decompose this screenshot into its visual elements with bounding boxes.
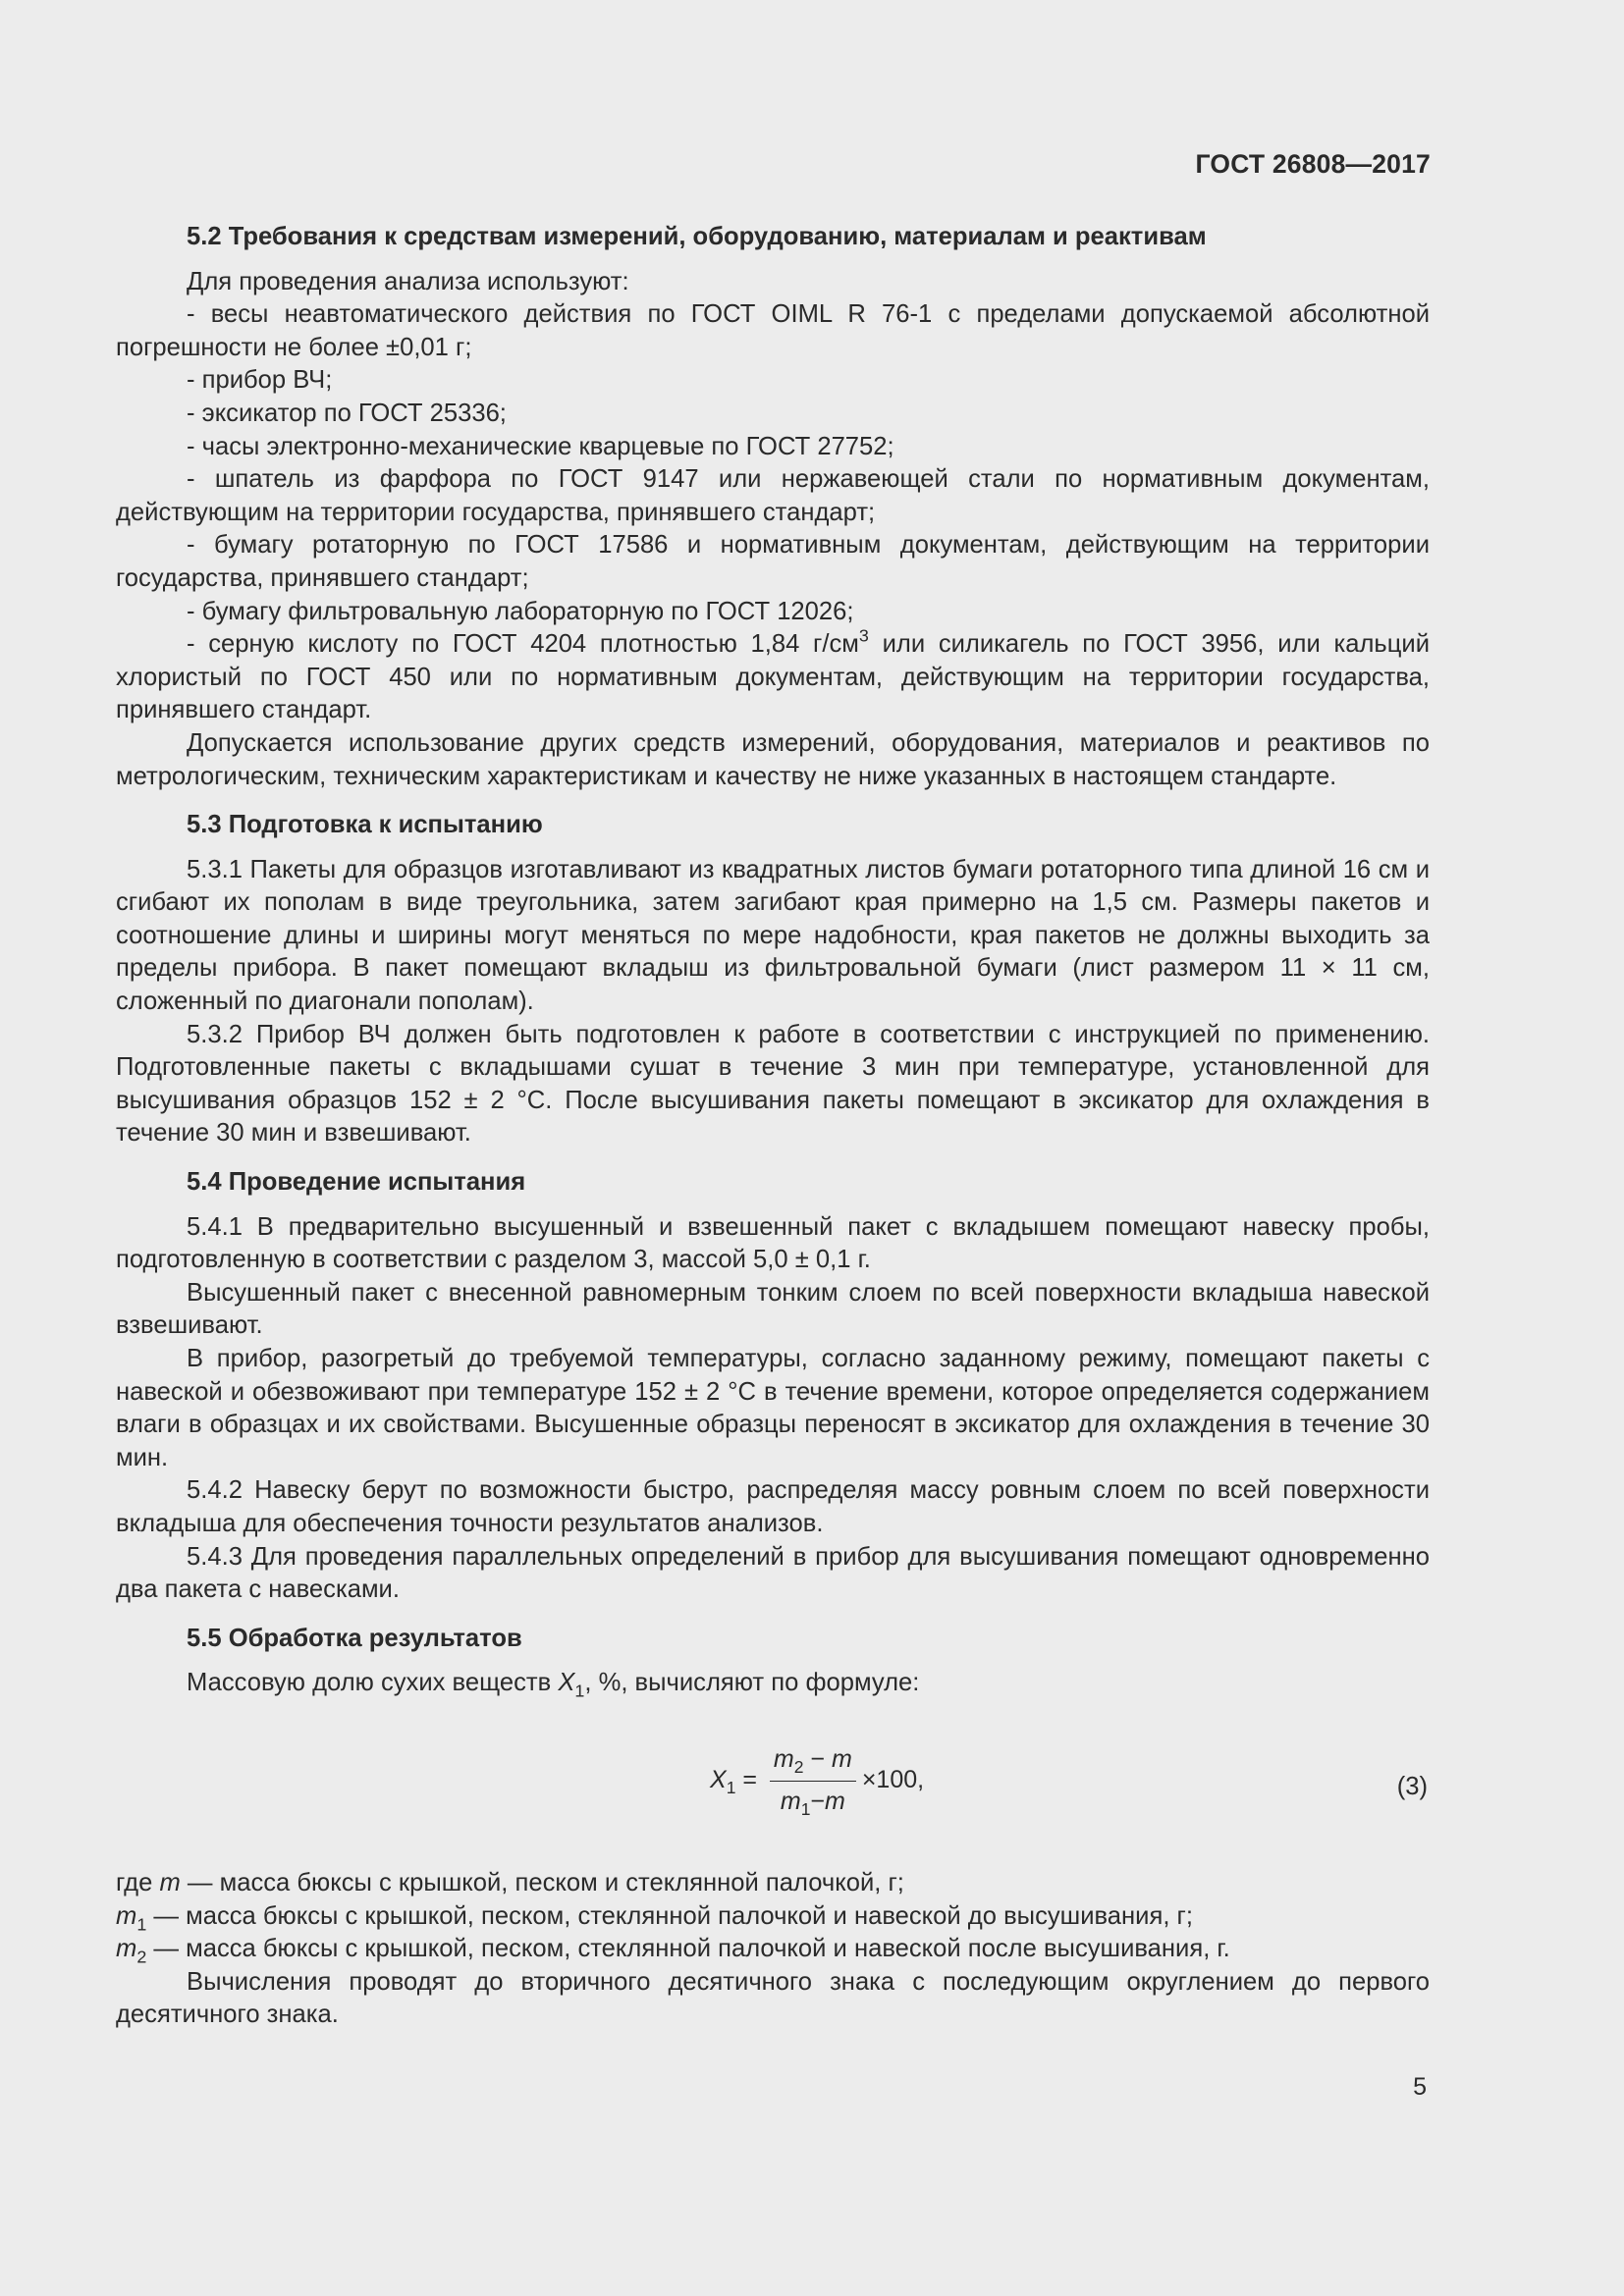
variable: X	[558, 1669, 575, 1697]
fraction-denominator	[777, 1782, 849, 1819]
variable: m	[116, 1901, 137, 1930]
text: Массовую долю сухих веществ	[187, 1669, 559, 1697]
list-item: - часы электронно-механические кварцевые по ГОСТ 27752;	[187, 432, 894, 460]
equals-sign: =	[735, 1766, 764, 1794]
variable-definition	[116, 1933, 1430, 1966]
variable: X	[710, 1766, 727, 1794]
formula-block	[116, 1743, 1430, 1857]
list-item-text: или силикагель по ГОСТ 3956, или кальций хлористый по ГОСТ 450 или по нормативным документам, действующим на территории государства, принявшего стандарт.	[116, 630, 1430, 724]
paragraph: 5.4.2 Навеску берут по возможности быстро, распределяя массу ровным слоем по всей поверхности вкладыша для обеспечения точности результатов анализов.	[116, 1476, 1430, 1537]
list-item: - шпатель из фарфора по ГОСТ 9147 или нержавеющей стали по нормативным документам, действующим на территории государства, принявшего стандарт;	[116, 465, 1430, 526]
formula	[710, 1743, 924, 1818]
list-item: - бумагу фильтровальную лабораторную по ГОСТ 12026;	[187, 597, 854, 625]
subscript: 2	[793, 1757, 804, 1778]
paragraph: Для проведения анализа используют:	[187, 267, 629, 295]
fraction-numerator	[770, 1743, 856, 1782]
section-title-5-4: 5.4 Проведение испытания	[187, 1168, 526, 1197]
text: , %, вычисляют по формуле:	[584, 1669, 920, 1697]
list-item-text: - серную кислоту по ГОСТ 4204 плотностью 1,84 г/см	[187, 630, 859, 659]
paragraph: Допускается использование других средств измерений, оборудования, материалов и реактивов по метрологическим, техническим характеристикам и качеству не ниже указанных в настоящем стандарте.	[116, 728, 1430, 790]
variable-definition	[116, 1867, 1430, 1900]
text: — масса бюксы с крышкой, песком, стеклянной палочкой и навеской до высушивания, г;	[146, 1901, 1193, 1930]
minus-sign: −	[810, 1787, 826, 1815]
subscript: 2	[136, 1947, 147, 1967]
subscript: 1	[136, 1913, 147, 1934]
text: — масса бюксы с крышкой, песком и стеклянной палочкой, г;	[180, 1868, 904, 1896]
text: — масса бюксы с крышкой, песком, стеклянной палочкой и навеской после высушивания, г.	[146, 1935, 1230, 1963]
fraction	[770, 1743, 856, 1818]
superscript: 3	[858, 625, 869, 646]
document-body	[116, 221, 1430, 2032]
variable: m	[116, 1935, 137, 1963]
document-header: ГОСТ 26808—2017	[1195, 149, 1431, 179]
list-item: - весы неавтоматического действия по ГОСТ OIML R 76-1 с пределами допускаемой абсолютной погрешности не более ±0,01 г;	[116, 300, 1430, 361]
subscript: 1	[726, 1778, 736, 1798]
subscript: 1	[574, 1681, 585, 1701]
variable: m	[825, 1787, 845, 1815]
section-title-5-3: 5.3 Подготовка к испытанию	[187, 811, 543, 839]
paragraph	[116, 1667, 1430, 1700]
section-title-5-2: 5.2 Требования к средствам измерений, оборудованию, материалам и реактивам	[187, 223, 1207, 250]
list-item: - прибор ВЧ;	[187, 366, 333, 395]
subscript: 1	[800, 1798, 811, 1819]
paragraph: 5.4.1 В предварительно высушенный и взвешенный пакет с вкладышем помещают навеску пробы, подготовленную в соответствии с разделом 3, массой 5,0 ± 0,1 г.	[116, 1212, 1430, 1274]
paragraph: Высушенный пакет с внесенной равномерным тонким слоем по всей поверхности вкладыша навеской взвешивают.	[116, 1278, 1430, 1340]
paragraph: 5.4.3 Для проведения параллельных определений в прибор для высушивания помещают одновременно два пакета с навесками.	[116, 1542, 1430, 1604]
variable: m	[159, 1868, 181, 1896]
minus-sign: −	[803, 1744, 832, 1773]
list-item: - эксикатор по ГОСТ 25336;	[187, 399, 507, 427]
formula-tail: ×100,	[861, 1766, 925, 1794]
page-number: 5	[1413, 2073, 1427, 2101]
variable: m	[831, 1744, 852, 1773]
variable: m	[780, 1787, 801, 1815]
section-title-5-5: 5.5 Обработка результатов	[187, 1624, 522, 1652]
text: где	[116, 1868, 160, 1896]
paragraph: В прибор, разогретый до требуемой температуры, согласно заданному режиму, помещают пакеты с навеской и обезвоживают при температуре 152 ± 2 °С в течение времени, которое определяется содержанием влаги в образцах и их свойствами. Высушенные образцы переносят в эксикатор для охлаждения в течение 30 мин.	[116, 1345, 1430, 1471]
equation-number: (3)	[1396, 1772, 1428, 1800]
list-item: - бумагу ротаторную по ГОСТ 17586 и нормативным документам, действующим на территории государства, принявшего стандарт;	[116, 531, 1430, 592]
list-item	[116, 625, 1430, 727]
paragraph: 5.3.2 Прибор ВЧ должен быть подготовлен к работе в соответствии с инструкцией по применению. Подготовленные пакеты с вкладышами сушат в течение 3 мин при температуре, установленной для высушивания образцов 152 ± 2 °С. После высушивания пакеты помещают в эксикатор для охлаждения в течение 30 мин и взвешивают.	[116, 1020, 1430, 1148]
variable-definition	[116, 1900, 1430, 1934]
formula-lhs	[710, 1764, 735, 1797]
paragraph: 5.3.1 Пакеты для образцов изготавливают из квадратных листов бумаги ротаторного типа длиной 16 см и сгибают их пополам в виде треугольника, затем загибают края примерно на 1,5 см. Размеры пакетов и соотношение длины и ширины могут меняться по мере надобности, края пакетов не должны выходить за пределы прибора. В пакет помещают вкладыш из фильтровальной бумаги (лист размером 11 × 11 см, сложенный по диагонали пополам).	[116, 855, 1430, 1016]
paragraph: Вычисления проводят до вторичного десятичного знака с последующим округлением до первого десятичного знака.	[116, 1967, 1430, 2029]
variable: m	[773, 1744, 794, 1773]
